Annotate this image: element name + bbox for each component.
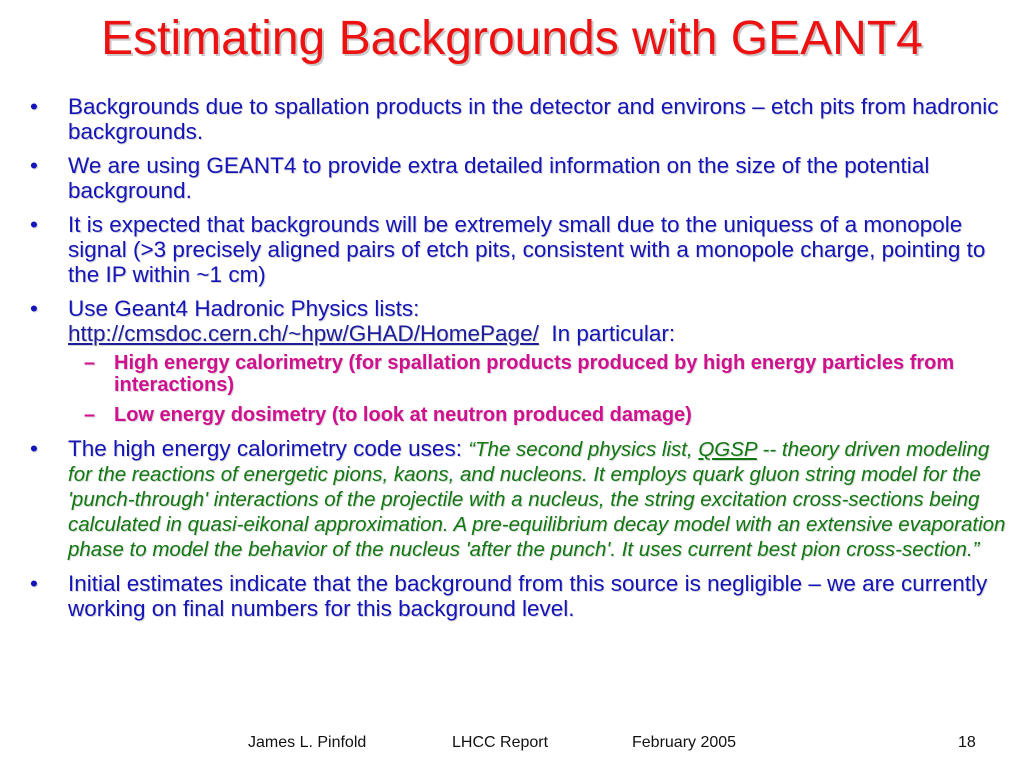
bullet-marker: •	[30, 153, 38, 178]
sub-bullet-marker: –	[84, 404, 96, 426]
bullet-marker: •	[30, 94, 38, 119]
footer-author: James L. Pinfold	[248, 734, 367, 751]
bullet-text: We are using GEANT4 to provide extra detailed information on the size of the potential background.	[68, 153, 930, 203]
sub-bullet-high-energy-calorimetry	[22, 352, 1014, 396]
bullet-text: It is expected that backgrounds will be extremely small due to the uniquess of a monopole signal (>3 precisely aligned pairs of etch pits, consistent with a monopole charge, pointing to the IP within ~1 cm)	[68, 212, 986, 287]
footer-report: LHCC Report	[452, 734, 549, 751]
bullet-text: Backgrounds due to spallation products in the detector and environs – etch pits from hadronic backgrounds.	[68, 94, 999, 144]
quote-prefix: The second physics list,	[475, 438, 699, 461]
footer-page-number: 18	[958, 734, 976, 751]
footer-date: February 2005	[632, 734, 737, 751]
bullet-text: Initial estimates indicate that the background from this source is negligible – we are currently working on final numbers for this background level.	[68, 571, 988, 621]
qgsp-link[interactable]: QGSP	[698, 438, 757, 461]
slide-title: Estimating Backgrounds with GEANT4	[101, 12, 923, 65]
quote-body: -- theory driven modeling for the reactions of energetic pions, kaons, and nucleons. It employs quark gluon string model for the 'punch-through' interactions of the projectile with a nucleus, the string excitation cross-sections being calculated in quasi-eikonal approximation. A pre-equilibrium decay model with an extensive evaporation phase to model the behavior of the nucleus 'after the punch'. It uses current best pion cross-section.	[68, 438, 1006, 561]
bullet-initial-estimates	[22, 571, 1014, 621]
sub-bullet-low-energy-dosimetry	[22, 404, 1014, 426]
quote-close: ”	[972, 538, 980, 561]
slide-body	[22, 94, 1014, 630]
bullet-monopole-signal	[22, 212, 1014, 287]
bullet-calorimetry-code	[22, 436, 1014, 561]
bullet-marker: •	[30, 436, 38, 461]
quote-open: “	[468, 438, 476, 461]
bullet-marker: •	[30, 571, 38, 596]
bullet-text-after-link: In particular:	[551, 321, 676, 346]
sub-bullet-text: Low energy dosimetry (to look at neutron produced damage)	[114, 404, 692, 426]
bullet-hadronic-physics	[22, 296, 1014, 346]
bullet-text: Use Geant4 Hadronic Physics lists:	[68, 296, 420, 321]
bullet-lead-text: The high energy calorimetry code uses:	[68, 436, 469, 461]
sub-bullet-marker: –	[84, 352, 96, 374]
slide-footer	[0, 734, 1024, 758]
bullet-marker: •	[30, 212, 38, 237]
bullet-marker: •	[30, 296, 38, 321]
sub-bullet-text: High energy calorimetry (for spallation products produced by high energy particles from interactions)	[114, 352, 955, 396]
bullet-spallation	[22, 94, 1014, 144]
bullet-geant4-usage	[22, 153, 1014, 203]
ghad-homepage-link[interactable]: http://cmsdoc.cern.ch/~hpw/GHAD/HomePage/	[68, 321, 539, 346]
